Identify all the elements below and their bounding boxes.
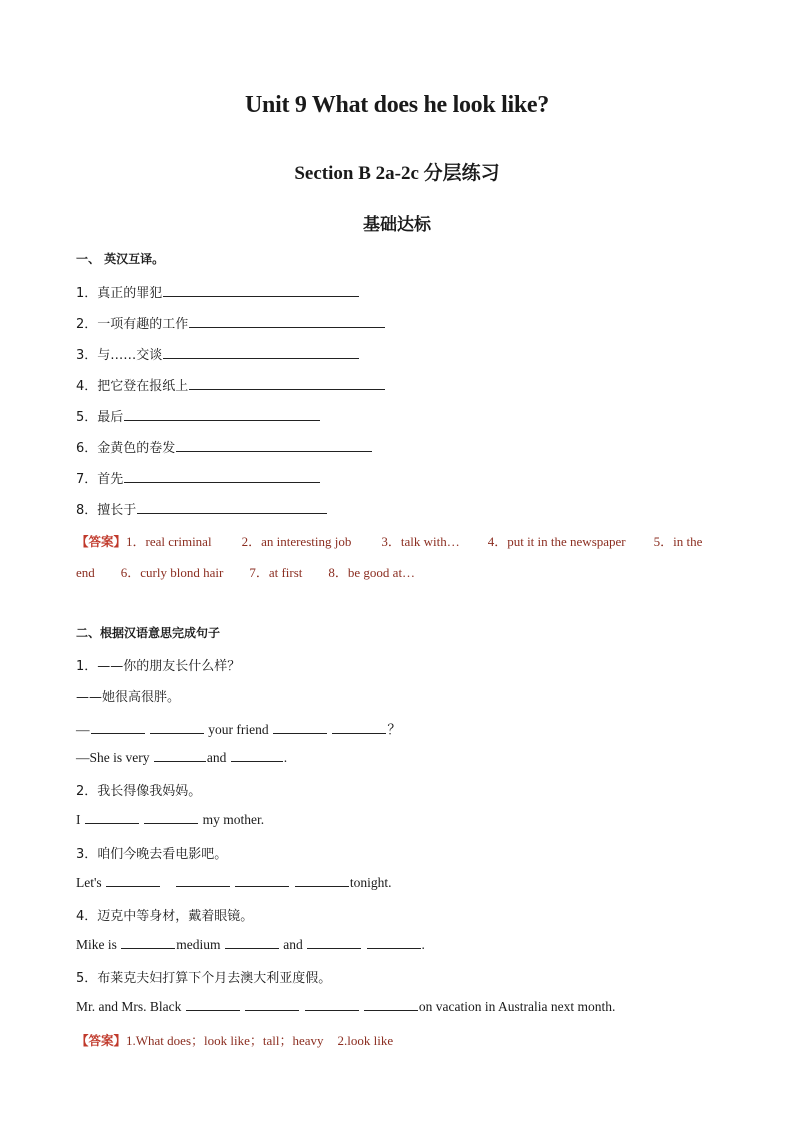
- answer-blank[interactable]: [106, 874, 160, 887]
- answer-blank[interactable]: [189, 315, 385, 328]
- item-text: 7．首先: [76, 472, 124, 487]
- answer-blank[interactable]: [124, 408, 320, 421]
- item-text: 5．最后: [76, 410, 124, 425]
- item-text: 8．擅长于: [76, 503, 137, 518]
- answer-blank[interactable]: [307, 936, 361, 949]
- question-1-english: — your friend ？: [76, 722, 401, 737]
- answer-blank[interactable]: [186, 998, 240, 1011]
- answer-item: 2.look like: [337, 1033, 394, 1048]
- question-2-english: I my mother.: [76, 812, 265, 827]
- answer-blank[interactable]: [364, 998, 418, 1011]
- answer-blank[interactable]: [150, 721, 204, 734]
- answer-item: 5．in the: [653, 534, 703, 549]
- item-text: 4．把它登在报纸上: [76, 379, 189, 394]
- item-text: 6．金黄色的卷发: [76, 441, 176, 456]
- answer-blank[interactable]: [91, 721, 145, 734]
- question-1-english-reply: —She is very and .: [76, 750, 288, 765]
- part2-answer-line: [76, 1030, 756, 1049]
- item-text: 2．一项有趣的工作: [76, 317, 189, 332]
- item-text: 3．与……交谈: [76, 348, 163, 363]
- answer-item: 6．curly blond hair: [120, 565, 224, 580]
- question-3-chinese: 3．咱们今晚去看电影吧。: [76, 847, 228, 862]
- answer-item: 7．at first: [249, 565, 303, 580]
- question-3-english: Let's tonight.: [76, 875, 392, 890]
- answer-blank[interactable]: [176, 439, 372, 452]
- level-heading: 基础达标: [363, 215, 431, 235]
- list-item: [76, 406, 321, 425]
- answer-item: 1.What does；look like；tall；heavy: [126, 1033, 324, 1048]
- page-title: Unit 9 What does he look like?: [245, 92, 549, 118]
- answer-blank[interactable]: [121, 936, 175, 949]
- answer-blank[interactable]: [295, 874, 349, 887]
- question-4-english: Mike is medium and .: [76, 937, 425, 952]
- list-item: [76, 468, 321, 487]
- answer-blank[interactable]: [273, 721, 327, 734]
- answer-blank[interactable]: [154, 749, 206, 762]
- part2-heading: 二、根据汉语意思完成句子: [76, 626, 221, 640]
- list-item: [76, 282, 360, 301]
- part1-answer-line2: [76, 562, 756, 581]
- answer-blank[interactable]: [144, 811, 198, 824]
- answer-blank[interactable]: [332, 721, 386, 734]
- answer-blank[interactable]: [367, 936, 421, 949]
- part1-answer-line1: [76, 531, 756, 550]
- answer-item: end: [76, 565, 95, 580]
- question-2-chinese: 2．我长得像我妈妈。: [76, 784, 202, 799]
- answer-tag: 【答案】: [76, 534, 127, 549]
- section-subtitle: Section B 2a-2c 分层练习: [294, 163, 500, 184]
- list-item: [76, 344, 360, 363]
- answer-blank[interactable]: [176, 874, 230, 887]
- question-5-english: Mr. and Mrs. Black on vacation in Australia next month.: [76, 999, 616, 1014]
- question-5-chinese: 5．布莱克夫妇打算下个月去澳大利亚度假。: [76, 971, 332, 986]
- answer-blank[interactable]: [124, 470, 320, 483]
- list-item: [76, 499, 328, 518]
- item-text: 1．真正的罪犯: [76, 286, 163, 301]
- answer-blank[interactable]: [305, 998, 359, 1011]
- question-4-chinese: 4．迈克中等身材，戴着眼镜。: [76, 909, 254, 924]
- answer-item: 2．an interesting job: [241, 534, 352, 549]
- answer-blank[interactable]: [189, 377, 385, 390]
- answer-item: 4．put it in the newspaper: [487, 534, 626, 549]
- answer-blank[interactable]: [163, 346, 359, 359]
- answer-tag: 【答案】: [76, 1033, 127, 1048]
- part1-heading: 一、 英汉互译。: [76, 252, 165, 266]
- answer-blank[interactable]: [163, 284, 359, 297]
- question-1-chinese: 1．——你的朋友长什么样？: [76, 659, 241, 674]
- list-item: [76, 437, 373, 456]
- answer-blank[interactable]: [137, 501, 327, 514]
- answer-blank[interactable]: [231, 749, 283, 762]
- answer-blank[interactable]: [235, 874, 289, 887]
- answer-blank[interactable]: [225, 936, 279, 949]
- answer-item: 8．be good at…: [328, 565, 416, 580]
- answer-blank[interactable]: [245, 998, 299, 1011]
- list-item: [76, 375, 386, 394]
- answer-item: 1．real criminal: [126, 534, 212, 549]
- answer-item: 3．talk with…: [381, 534, 460, 549]
- list-item: [76, 313, 386, 332]
- answer-blank[interactable]: [85, 811, 139, 824]
- question-1-chinese-reply: ——她很高很胖。: [76, 690, 181, 705]
